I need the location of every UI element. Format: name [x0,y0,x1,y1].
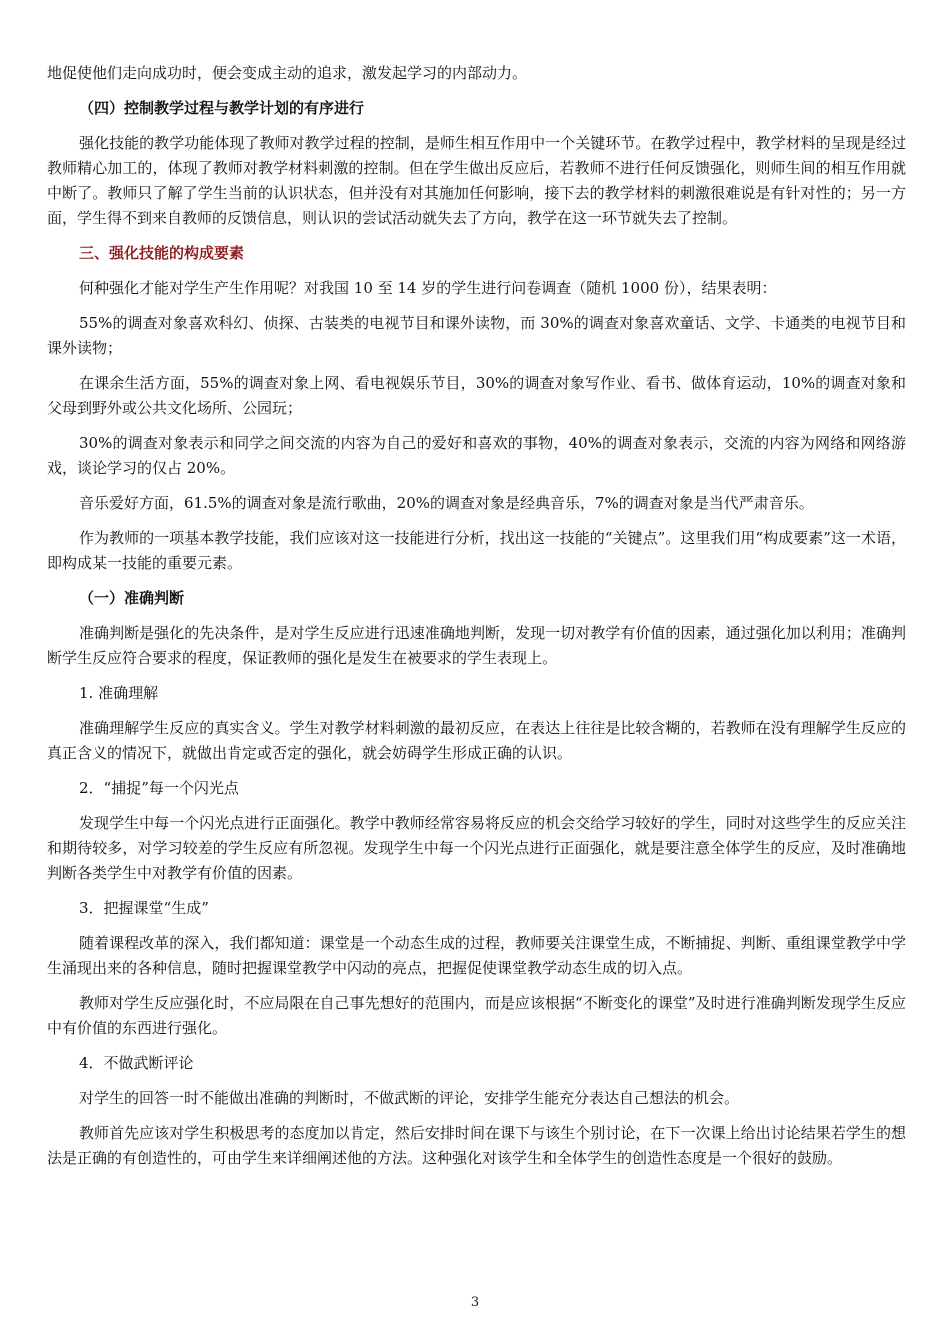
numbered-heading: 1. 准确理解 [79,684,159,702]
page-number: 3 [470,1295,480,1310]
section-heading: 三、强化技能的构成要素 [79,244,245,262]
numbered-heading: 3．把握课堂“生成” [79,899,209,917]
body-paragraph: 准确理解学生反应的真实含义。学生对教学材料刺激的最初反应，在表达上往往是比较含糊的，若教师在没有理解学生反应的真正含义的情况下，就做出肯定或否定的强化，就会妨碍学生形成正确的认识。 [47,719,906,762]
body-paragraph: 作为教师的一项基本教学技能，我们应该对这一技能进行分析，找出这一技能的“关键点”。这里我们用“构成要素”这一术语，即构成某一技能的重要元素。 [47,529,906,572]
body-paragraph: 地促使他们走向成功时，便会变成主动的追求，激发起学习的内部动力。 [47,64,528,82]
body-paragraph: 教师对学生反应强化时，不应局限在自己事先想好的范围内，而是应该根据“不断变化的课堂”及时进行准确判断发现学生反应中有价值的东西进行强化。 [47,994,906,1037]
numbered-heading: 4．不做武断评论 [79,1054,194,1072]
body-paragraph: 随着课程改革的深入，我们都知道：课堂是一个动态生成的过程，教师要关注课堂生成，不断捕捉、判断、重组课堂教学中学生涌现出来的各种信息，随时把握课堂教学中闪动的亮点，把握促使课堂教学动态生成的切入点。 [47,934,906,977]
document-body [47,61,906,1181]
subsection-heading: （一）准确判断 [79,589,185,607]
body-paragraph: 教师首先应该对学生积极思考的态度加以肯定，然后安排时间在课下与该生个别讨论，在下一次课上给出讨论结果若学生的想法是正确的有创造性的，可由学生来详细阐述他的方法。这种强化对该学生和全体学生的创造性态度是一个很好的鼓励。 [47,1124,906,1167]
body-paragraph: 对学生的回答一时不能做出准确的判断时，不做武断的评论，安排学生能充分表达自己想法的机会。 [79,1089,740,1107]
body-paragraph: 在课余生活方面，55%的调查对象上网、看电视娱乐节目，30%的调查对象写作业、看书、做体育运动，10%的调查对象和父母到野外或公共文化场所、公园玩； [47,374,906,417]
body-paragraph: 发现学生中每一个闪光点进行正面强化。教学中教师经常容易将反应的机会交给学习较好的学生，同时对这些学生的反应关注和期待较多，对学习较差的学生反应有所忽视。发现学生中每一个闪光点进行正面强化，就是要注意全体学生的反应，及时准确地判断各类学生中对教学有价值的因素。 [47,814,906,882]
body-paragraph: 准确判断是强化的先决条件，是对学生反应进行迅速准确地判断，发现一切对教学有价值的因素，通过强化加以利用；准确判断学生反应符合要求的程度，保证教师的强化是发生在被要求的学生表现上。 [47,624,906,667]
subsection-heading: （四）控制教学过程与教学计划的有序进行 [79,99,365,117]
body-paragraph: 何种强化才能对学生产生作用呢？对我国 10 至 14 岁的学生进行问卷调查（随机 1000 份），结果表明： [79,279,777,297]
numbered-heading: 2．“捕捉”每一个闪光点 [79,779,239,797]
body-paragraph: 30%的调查对象表示和同学之间交流的内容为自己的爱好和喜欢的事物，40%的调查对象表示，交流的内容为网络和网络游戏，谈论学习的仅占 20%。 [47,434,906,477]
body-paragraph: 55%的调查对象喜欢科幻、侦探、古装类的电视节目和课外读物，而 30%的调查对象喜欢童话、文学、卡通类的电视节目和课外读物； [47,314,906,357]
body-paragraph: 强化技能的教学功能体现了教师对教学过程的控制，是师生相互作用中一个关键环节。在教学过程中，教学材料的呈现是经过教师精心加工的，体现了教师对教学材料刺激的控制。但在学生做出反应后，若教师不进行任何反馈强化，则师生间的相互作用就中断了。教师只了解了学生当前的认识状态，但并没有对其施加任何影响，接下去的教学材料的刺激很难说是有针对性的；另一方面，学生得不到来自教师的反馈信息，则认识的尝试活动就失去了方向，教学在这一环节就失去了控制。 [47,134,906,227]
body-paragraph: 音乐爱好方面，61.5%的调查对象是流行歌曲，20%的调查对象是经典音乐，7%的调查对象是当代严肃音乐。 [79,494,814,512]
